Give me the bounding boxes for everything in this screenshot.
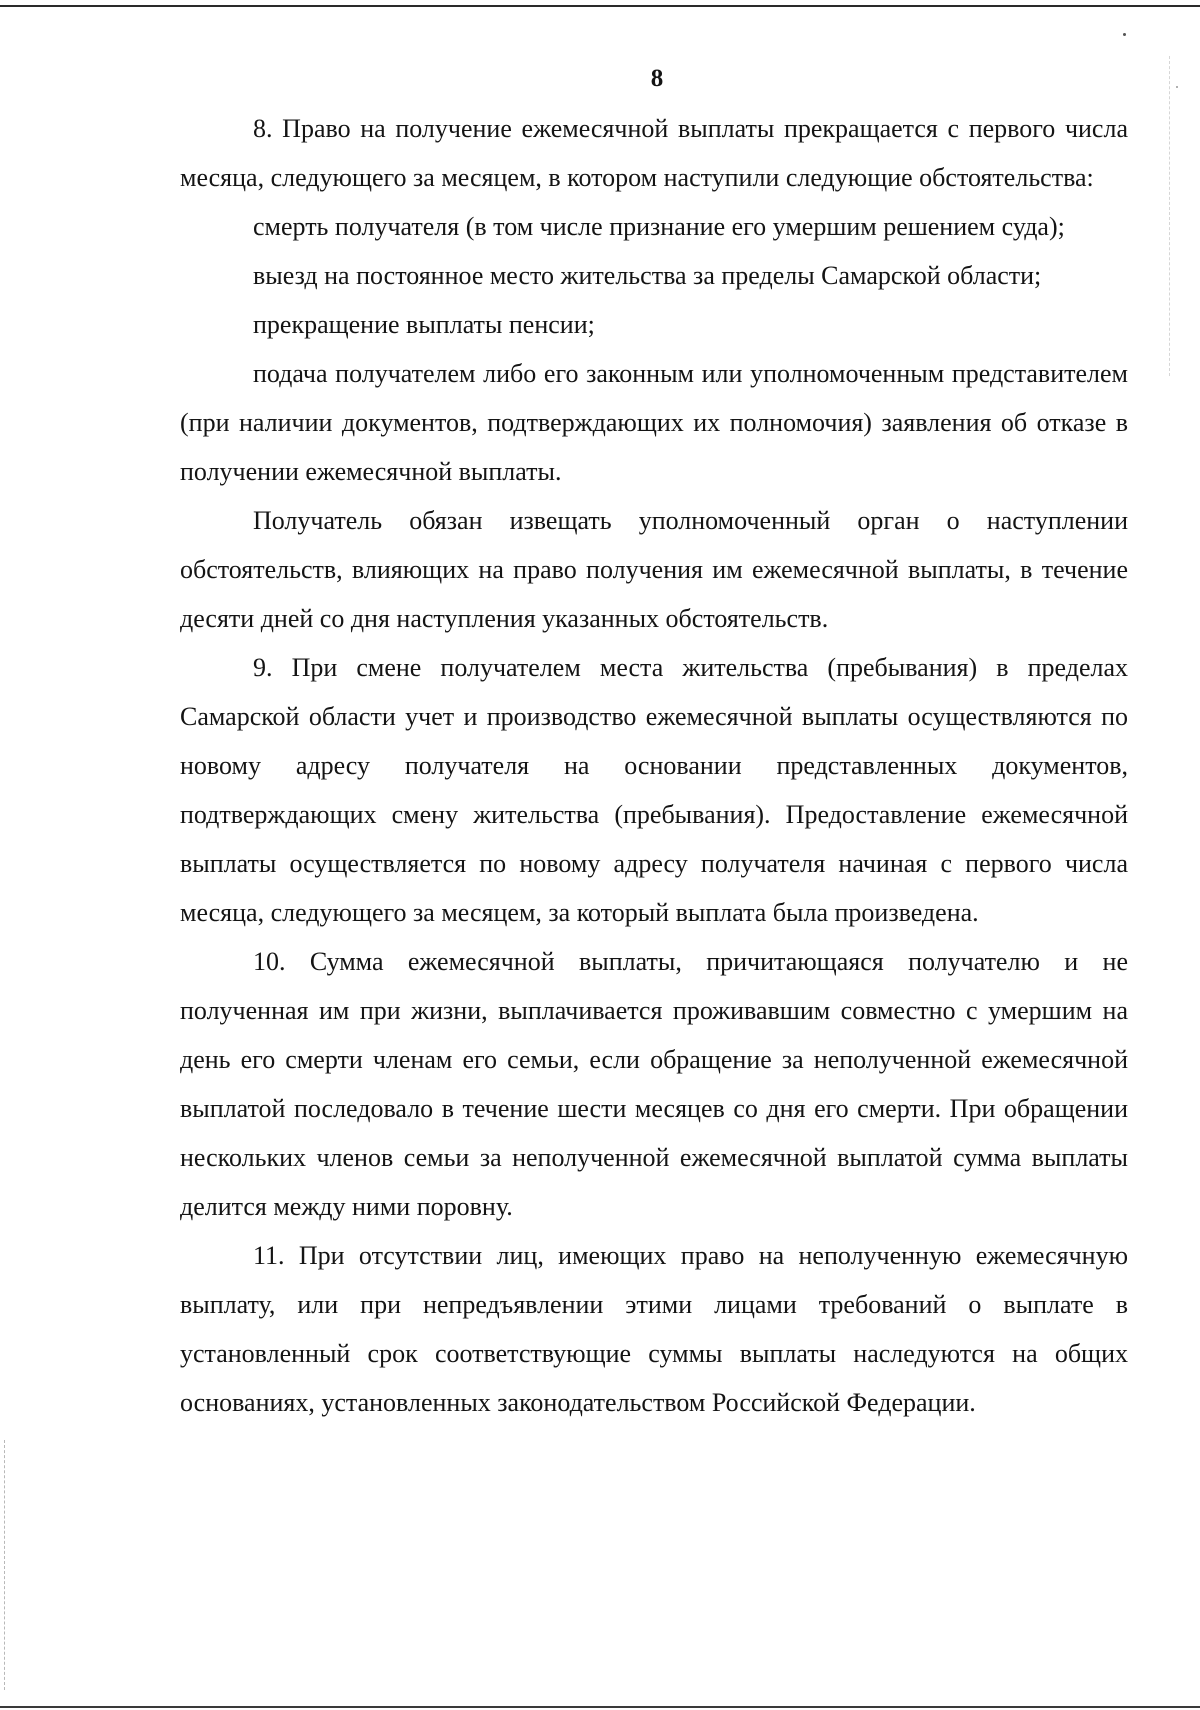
- paragraph: выезд на постоянное место жительства за пределы Самарской области;: [253, 261, 1042, 290]
- scan-edge-mark-right: [1169, 56, 1170, 376]
- paragraph: 9. При смене получателем места жительства (пребывания) в пределах Самарской области учет и производство ежемесячной выплаты осуществляются по новому адресу получателя на основании представленных документов, подтверждающих смену жительства (пребывания). Предоставление ежемесячной выплаты осуществляется по новому адресу получателя начиная с первого числа месяца, следующего за месяцем, за который выплата была произведена.: [180, 653, 1128, 927]
- scan-border-top: [0, 5, 1200, 7]
- scan-speck: [1123, 33, 1126, 36]
- paragraph: прекращение выплаты пенсии;: [253, 310, 595, 339]
- paragraph: Получатель обязан извещать уполномоченный орган о наступлении обстоятельств, влияющих на право получения им ежемесячной выплаты, в течение десяти дней со дня наступления указанных обстоятельств.: [180, 506, 1128, 633]
- page-number: 8: [650, 65, 664, 92]
- scan-border-bottom: [0, 1706, 1200, 1708]
- paragraph: 11. При отсутствии лиц, имеющих право на неполученную ежемесячную выплату, или при непредъявлении этими лицами требований о выплате в установленный срок соответствующие суммы выплаты наследуются на общих основаниях, установленных законодательством Российской Федерации.: [180, 1241, 1128, 1417]
- paragraph: 8. Право на получение ежемесячной выплаты прекращается с первого числа месяца, следующего за месяцем, в котором наступили следующие обстоятельства:: [180, 114, 1128, 192]
- paragraph: смерть получателя (в том числе признание его умершим решением суда);: [253, 212, 1065, 241]
- paragraph: подача получателем либо его законным или уполномоченным представителем (при наличии документов, подтверждающих их полномочия) заявления об отказе в получении ежемесячной выплаты.: [180, 359, 1128, 486]
- document-body: [180, 104, 1128, 1427]
- scan-edge-mark-left: [4, 1440, 5, 1690]
- paragraph: 10. Сумма ежемесячной выплаты, причитающаяся получателю и не полученная им при жизни, выплачивается проживавшим совместно с умершим на день его смерти членам его семьи, если обращение за неполученной ежемесячной выплатой последовало в течение шести месяцев со дня его смерти. При обращении нескольких членов семьи за неполученной ежемесячной выплатой сумма выплаты делится между ними поровну.: [180, 947, 1128, 1221]
